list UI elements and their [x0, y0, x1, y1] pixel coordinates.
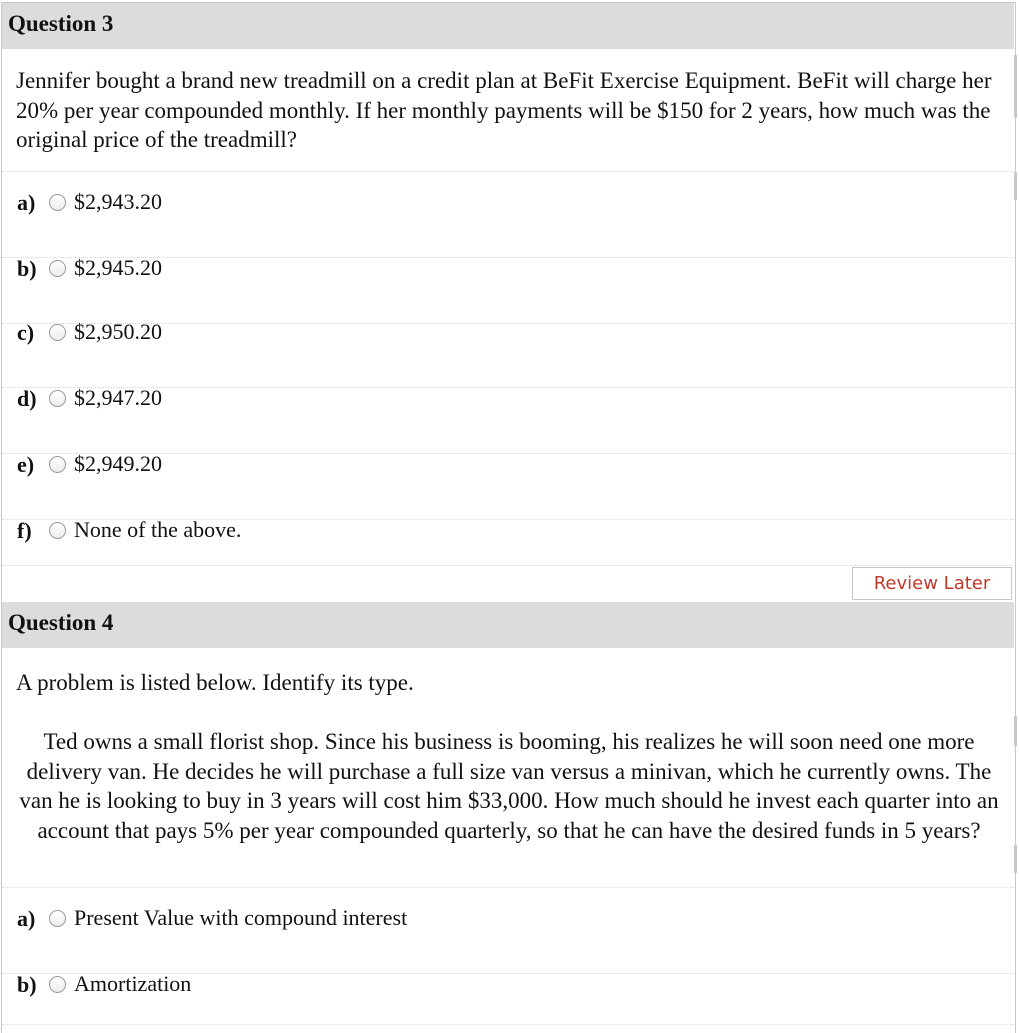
radio-button-icon[interactable] — [49, 456, 66, 473]
divider — [2, 887, 1014, 888]
option-label: $2,945.20 — [74, 255, 162, 280]
option-b[interactable] — [2, 971, 1014, 1025]
option-letter: e) — [17, 452, 35, 477]
radio-button-icon[interactable] — [49, 194, 66, 211]
option-e[interactable] — [2, 451, 1014, 520]
question-4-intro: A problem is listed below. Identify its type. — [16, 670, 414, 695]
option-label: $2,943.20 — [74, 189, 162, 214]
question-3-header — [2, 3, 1014, 49]
scroll-edge-mark — [1014, 716, 1017, 746]
option-d[interactable] — [2, 385, 1014, 454]
question-4-problem: Ted owns a small florist shop. Since his business is booming, his realizes he will soon need one more delivery van. He decides he will purchase a full size van versus a minivan, which he currently owns. The van he is looking to buy in 3 years will cost him $33,000. How much should he invest each quarter into an account that pays 5% per year compounded quarterly, so that he can have the desired funds in 5 years? — [19, 729, 999, 843]
option-label: Amortization — [74, 971, 192, 996]
option-letter: b) — [17, 972, 37, 997]
radio-button-icon[interactable] — [49, 260, 66, 277]
scroll-edge-mark — [1014, 55, 1017, 118]
option-label: $2,949.20 — [74, 451, 162, 476]
option-label: $2,950.20 — [74, 319, 162, 344]
question-4-header — [2, 602, 1014, 648]
radio-button-icon[interactable] — [49, 910, 66, 927]
review-later-button[interactable]: Review Later — [852, 567, 1012, 600]
option-letter: a) — [17, 190, 36, 215]
option-a[interactable] — [2, 905, 1014, 974]
option-letter: c) — [17, 320, 35, 345]
option-a[interactable] — [2, 189, 1014, 258]
scroll-edge-mark — [1014, 845, 1017, 873]
option-letter: b) — [17, 256, 37, 281]
option-b[interactable] — [2, 255, 1014, 324]
option-label: None of the above. — [74, 517, 242, 542]
option-letter: f) — [17, 518, 32, 543]
option-letter: d) — [17, 386, 37, 411]
option-c[interactable] — [2, 319, 1014, 388]
radio-button-icon[interactable] — [49, 390, 66, 407]
radio-button-icon[interactable] — [49, 324, 66, 341]
divider — [2, 171, 1014, 172]
option-letter: a) — [17, 906, 36, 931]
option-f[interactable] — [2, 517, 1014, 566]
question-3-title: Question 3 — [8, 11, 114, 36]
option-label: $2,947.20 — [74, 385, 162, 410]
radio-button-icon[interactable] — [49, 976, 66, 993]
question-4-title: Question 4 — [8, 610, 114, 635]
scroll-edge-mark — [1014, 172, 1017, 200]
question-3-text: Jennifer bought a brand new treadmill on a credit plan at BeFit Exercise Equipment. BeFit will charge her 20% per year compounded monthly. If her monthly payments will be $150 for 2 years, how much was the original price of the treadmill? — [16, 68, 992, 152]
option-label: Present Value with compound interest — [74, 905, 408, 930]
radio-button-icon[interactable] — [49, 522, 66, 539]
